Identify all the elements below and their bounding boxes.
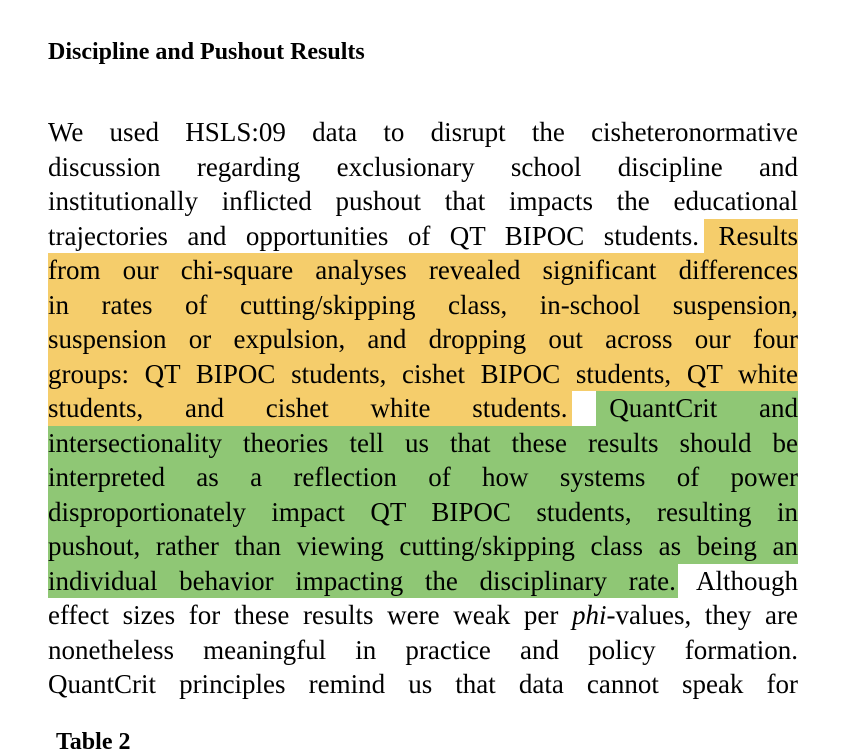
- text-line-1: We used HSLS:09 data to disrupt the cisheteronormative: [48, 117, 798, 147]
- table-caption: Table 2: [56, 729, 131, 755]
- text-line-7: suspension or expulsion, and dropping out across our four: [48, 322, 798, 357]
- section-heading: Discipline and Pushout Results: [48, 39, 365, 65]
- text-line-9: students, and cishet white students. QuantCrit and: [48, 391, 798, 426]
- body-paragraph: [48, 115, 798, 702]
- text-line-15-end: -values, they are: [606, 600, 798, 630]
- text-line-13: pushout, rather than viewing cutting/skipping class as being an: [48, 529, 798, 564]
- text-line-6: in rates of cutting/skipping class, in-school suspension,: [48, 288, 798, 323]
- text-line-17: QuantCrit principles remind us that data cannot speak for: [48, 669, 798, 699]
- phi-italic: phi: [572, 600, 607, 630]
- text-line-10: intersectionality theories tell us that these results should be: [48, 426, 798, 461]
- text-line-8: groups: QT BIPOC students, cishet BIPOC students, QT white: [48, 357, 798, 392]
- text-line-5: from our chi-square analyses revealed significant differences: [48, 253, 798, 288]
- text-line-16: nonetheless meaningful in practice and policy formation.: [48, 634, 798, 665]
- text-line-14: individual behavior impacting the disciplinary rate. Although: [48, 564, 798, 599]
- text-line-11: interpreted as a reflection of how systems of power: [48, 460, 798, 495]
- text-line-4: trajectories and opportunities of QT BIPOC students. Results: [48, 219, 798, 254]
- text-line-12: disproportionately impact QT BIPOC students, resulting in: [48, 495, 798, 530]
- text-line-15: [48, 598, 798, 633]
- text-line-3: institutionally inflicted pushout that impacts the educational: [48, 186, 798, 216]
- text-line-2: discussion regarding exclusionary school discipline and: [48, 151, 798, 182]
- text-line-15-start: effect sizes for these results were weak per: [48, 600, 572, 630]
